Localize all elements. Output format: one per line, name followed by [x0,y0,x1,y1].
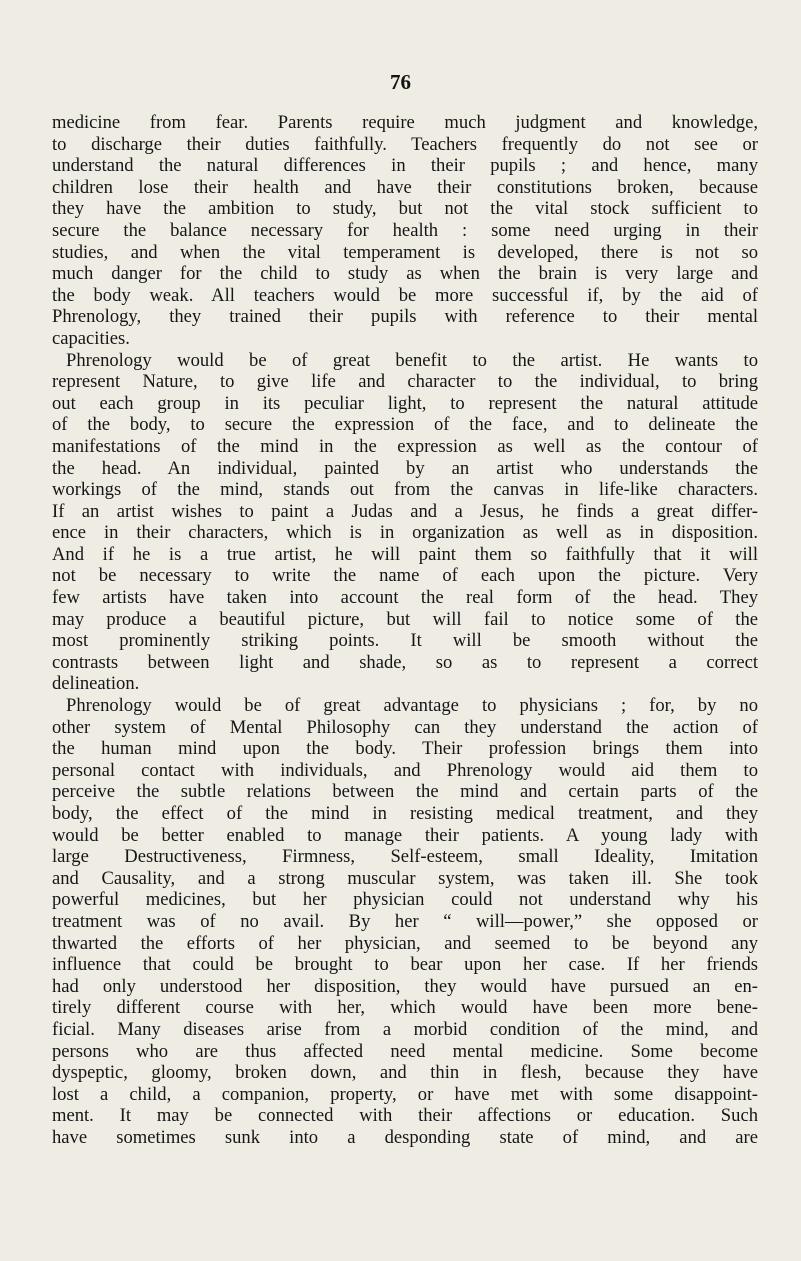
text-line: few artists have taken into account the real form of the head. They [52,587,758,609]
text-line: Phrenology, they trained their pupils with reference to their mental [52,306,758,328]
text-line: may produce a beautiful picture, but will fail to notice some of the [52,608,758,630]
text-line: ficial. Many diseases arise from a morbid condition of the mind, and [52,1018,758,1040]
text-line: of the body, to secure the expression of the face, and to delineate the [52,414,758,436]
text-line: studies, and when the vital temperament is developed, there is not so [52,241,758,263]
text-line: dyspeptic, gloomy, broken down, and thin in flesh, because they have [52,1062,758,1084]
text-line: the human mind upon the body. Their profession brings them into [52,738,758,760]
text-line: Phrenology would be of great benefit to the artist. He wants to [66,349,758,371]
text-line: thwarted the efforts of her physician, and seemed to be beyond any [52,932,758,954]
text-line: large Destructiveness, Firmness, Self-esteem, small Ideality, Imitation [52,846,758,868]
text-line: Phrenology would be of great advantage to physicians ; for, by no [66,695,758,717]
text-line: medicine from fear. Parents require much judgment and knowledge, [52,112,758,133]
text-line: would be better enabled to manage their patients. A young lady with [52,824,758,846]
text-line: persons who are thus affected need mental medicine. Some become [52,1040,758,1062]
text-line: influence that could be brought to bear upon her case. If her friends [52,954,758,976]
text-line: workings of the mind, stands out from the canvas in life-like characters. [52,479,758,501]
text-line: to discharge their duties faithfully. Teachers frequently do not see or [52,133,758,155]
text-line: ment. It may be connected with their affections or education. Such [52,1105,758,1127]
text-line: other system of Mental Philosophy can they understand the action of [52,716,758,738]
text-line: delineation. [52,673,140,695]
text-line: manifestations of the mind in the expression as well as the contour of [52,435,758,457]
text-line: contrasts between light and shade, so as to represent a correct [52,651,758,673]
text-line: the head. An individual, painted by an artist who understands the [52,457,758,479]
text-line: secure the balance necessary for health : some need urging in their [52,219,758,241]
body-text [52,112,758,1149]
text-line: represent Nature, to give life and character to the individual, to bring [52,371,758,393]
text-line: much danger for the child to study as when the brain is very large and [52,263,758,285]
text-line: powerful medicines, but her physician could not understand why his [52,889,758,911]
text-line: personal contact with individuals, and Phrenology would aid them to [52,759,758,781]
text-line: not be necessary to write the name of each upon the picture. Very [52,565,758,587]
text-line: most prominently striking points. It will be smooth without the [52,630,758,652]
text-line: lost a child, a companion, property, or have met with some disappoint- [52,1083,758,1105]
text-line: body, the effect of the mind in resisting medical treatment, and they [52,803,758,824]
text-line: had only understood her disposition, they would have pursued an en- [52,975,758,997]
text-line: they have the ambition to study, but not the vital stock sufficient to [52,198,758,220]
text-line: the body weak. All teachers would be more successful if, by the aid of [52,284,758,306]
text-line: have sometimes sunk into a desponding state of mind, and are [52,1126,758,1148]
text-line: tirely different course with her, which would have been more bene- [52,997,758,1019]
text-line: ence in their characters, which is in organization as well as in disposition. [52,522,758,544]
text-line: perceive the subtle relations between the mind and certain parts of the [52,781,758,803]
text-line: If an artist wishes to paint a Judas and a Jesus, he finds a great differ- [52,500,758,522]
page-number: 76 [390,70,411,94]
text-line: understand the natural differences in their pupils ; and hence, many [52,155,758,177]
text-line: treatment was of no avail. By her “ will—power,” she opposed or [52,910,758,932]
text-line: out each group in its peculiar light, to represent the natural attitude [52,392,758,414]
text-line: And if he is a true artist, he will paint them so faithfully that it will [52,543,758,565]
text-line: capacities. [52,327,130,349]
text-line: and Causality, and a strong muscular system, was taken ill. She took [52,867,758,889]
text-line: children lose their health and have their constitutions broken, because [52,176,758,198]
